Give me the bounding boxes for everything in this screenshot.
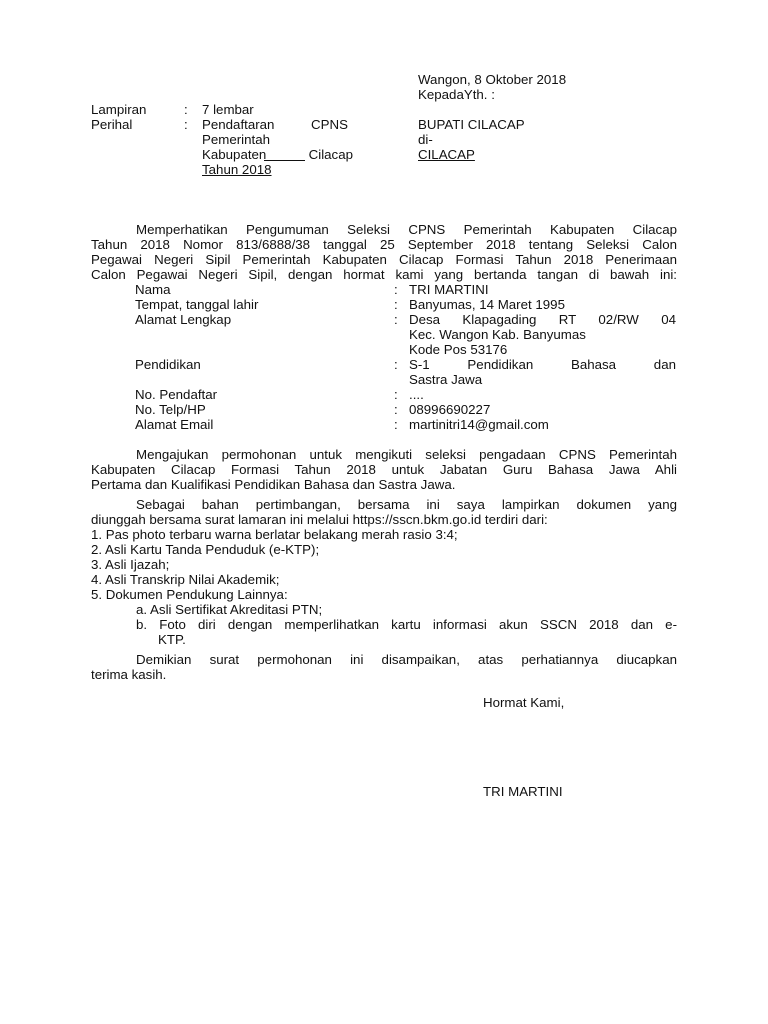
recipient-city: CILACAP (418, 147, 475, 162)
pendidikan-line2: Sastra Jawa (409, 372, 483, 387)
closing-line-2: terima kasih. (91, 667, 167, 682)
salutation: Hormat Kami, (483, 695, 565, 710)
colon: : (394, 417, 398, 432)
perihal-line1-a: Pendaftaran (202, 117, 275, 132)
closing-line-1: Demikian surat permohonan ini disampaikan, atas perhatiannya diucapkan (136, 652, 677, 667)
perihal-colon: : (184, 117, 188, 132)
attachments-line-2: diunggah bersama surat lamaran ini melalui https://sscn.bkm.go.id terdiri dari: (91, 512, 548, 527)
field-pendaftar (135, 387, 680, 402)
field-pendidikan-2 (135, 372, 680, 387)
signer-name: TRI MARTINI (483, 784, 563, 799)
alamat-label: Alamat Lengkap (135, 312, 232, 327)
lampiran-value: 7 lembar (202, 102, 254, 117)
list-item: 4. Asli Transkrip Nilai Akademik; (91, 572, 280, 587)
recipient-title: BUPATI CILACAP (418, 117, 525, 132)
email-label: Alamat Email (135, 417, 214, 432)
perihal-line4: Tahun 2018 (202, 162, 272, 177)
field-alamat (135, 312, 680, 327)
pendidikan-label: Pendidikan (135, 357, 201, 372)
attachments-line-1: Sebagai bahan pertimbangan, bersama ini saya lampirkan dokumen yang (136, 497, 677, 512)
colon: : (394, 387, 398, 402)
sub-list-item: b. Foto diri dengan memperlihatkan kartu informasi akun SSCN 2018 dan e- (136, 617, 677, 632)
lampiran-colon: : (184, 102, 188, 117)
colon: : (394, 282, 398, 297)
recipient-at: di- (418, 132, 433, 147)
list-item: 2. Asli Kartu Tanda Penduduk (e-KTP); (91, 542, 320, 557)
field-nama (135, 282, 680, 297)
colon: : (394, 297, 398, 312)
pendaftar-label: No. Pendaftar (135, 387, 218, 402)
intro-line-4: Calon Pegawai Negeri Sipil, dengan hormat kami yang bertanda tangan di bawah ini: (91, 267, 677, 282)
closing-paragraph (91, 652, 677, 682)
field-pendidikan (135, 357, 680, 372)
kepada-line: KepadaYth. : (418, 87, 495, 102)
perihal-line3-underline-gap (264, 160, 305, 161)
intro-line-2: Tahun 2018 Nomor 813/6888/38 tanggal 25 September 2018 tentang Seleksi Calon (91, 237, 677, 252)
perihal-label: Perihal (91, 117, 133, 132)
request-line-3: Pertama dan Kualifikasi Pendidikan Bahasa dan Sastra Jawa. (91, 477, 456, 492)
alamat-line1: Desa Klapagading RT 02/RW 04 (409, 312, 676, 327)
perihal-line2: Pemerintah (202, 132, 270, 147)
pendidikan-line1: S-1 Pendidikan Bahasa dan (409, 357, 676, 372)
perihal-line3-a: Kabupaten (202, 147, 267, 162)
field-alamat-2 (135, 327, 680, 342)
colon: : (394, 357, 398, 372)
perihal-line1-b: CPNS (311, 117, 348, 132)
list-item: 1. Pas photo terbaru warna berlatar belakang merah rasio 3:4; (91, 527, 458, 542)
alamat-line2: Kec. Wangon Kab. Banyumas (409, 327, 586, 342)
perihal-line3-b: Cilacap (308, 147, 353, 162)
request-line-2: Kabupaten Cilacap Formasi Tahun 2018 untuk Jabatan Guru Bahasa Jawa Ahli (91, 462, 677, 477)
list-item: 3. Asli Ijazah; (91, 557, 170, 572)
colon: : (394, 312, 398, 327)
request-paragraph (91, 447, 677, 492)
telp-label: No. Telp/HP (135, 402, 206, 417)
perihal-line3 (202, 147, 353, 162)
place-date: Wangon, 8 Oktober 2018 (418, 72, 567, 87)
nama-label: Nama (135, 282, 171, 297)
list-item: 5. Dokumen Pendukung Lainnya: (91, 587, 288, 602)
field-email (135, 417, 680, 432)
field-alamat-3 (135, 342, 680, 357)
field-ttl (135, 297, 680, 312)
lampiran-label: Lampiran (91, 102, 147, 117)
intro-line-3: Pegawai Negeri Sipil Pemerintah Kabupaten Cilacap Formasi Tahun 2018 Penerimaan (91, 252, 677, 267)
pendaftar-value: .... (409, 387, 424, 402)
ttl-label: Tempat, tanggal lahir (135, 297, 259, 312)
alamat-line3: Kode Pos 53176 (409, 342, 508, 357)
request-line-1: Mengajukan permohonan untuk mengikuti seleksi pengadaan CPNS Pemerintah (136, 447, 677, 462)
sub-list-item-cont: KTP. (158, 632, 186, 647)
nama-value: TRI MARTINI (409, 282, 489, 297)
telp-value: 08996690227 (409, 402, 491, 417)
colon: : (394, 402, 398, 417)
sub-list-item: a. Asli Sertifikat Akreditasi PTN; (136, 602, 323, 617)
intro-paragraph (91, 222, 677, 282)
ttl-value: Banyumas, 14 Maret 1995 (409, 297, 565, 312)
field-telp (135, 402, 680, 417)
attachments-paragraph (91, 497, 677, 527)
email-value: martinitri14@gmail.com (409, 417, 549, 432)
intro-line-1: Memperhatikan Pengumuman Seleksi CPNS Pemerintah Kabupaten Cilacap (136, 222, 677, 237)
